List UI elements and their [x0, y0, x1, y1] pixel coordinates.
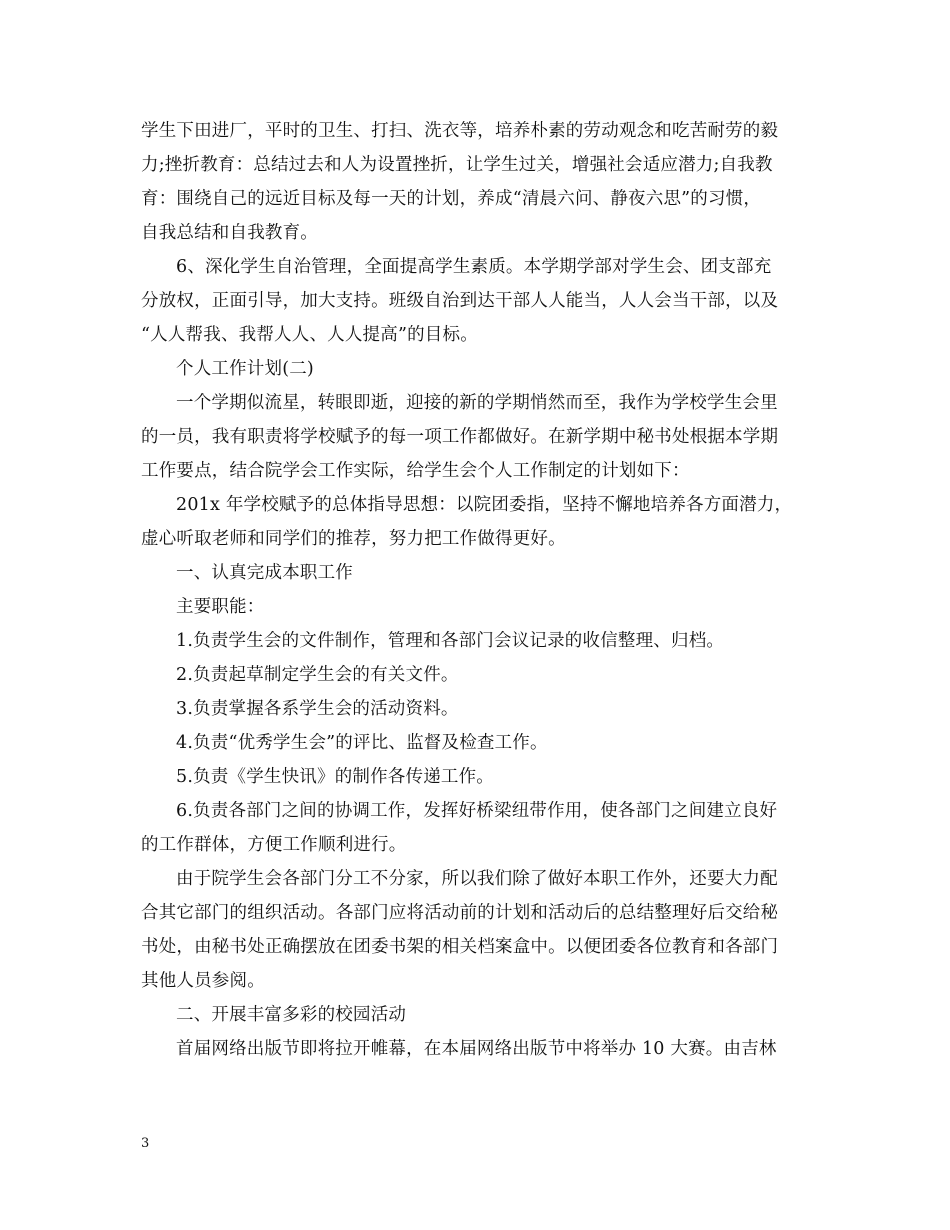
body-text-line: 首届网络出版节即将拉开帷幕，在本届网络出版节中将举办 10 大赛。由吉林 — [176, 1039, 777, 1059]
body-text-line: 力;挫折教育：总结过去和人为设置挫折，让学生过关，增强社会适应潜力;自我教 — [141, 155, 773, 175]
body-text-line: 6、深化学生自治管理，全面提高学生素质。本学期学部对学生会、团支部充 — [176, 257, 772, 277]
list-item-continuation: 的工作群体，方便工作顺利进行。 — [141, 835, 407, 855]
body-text-line: 育：围绕自己的远近目标及每一天的计划，养成“清晨六问、静夜六思”的习惯， — [141, 189, 762, 209]
list-item: 3.负责掌握各系学生会的活动资料。 — [176, 699, 459, 719]
body-text-line: 学生下田进厂，平时的卫生、打扫、洗衣等，培养朴素的劳动观念和吃苦耐劳的毅 — [141, 121, 779, 141]
subheading: 主要职能： — [176, 597, 265, 617]
body-text-line: 合其它部门的组织活动。各部门应将活动前的计划和活动后的总结整理好后交给秘 — [141, 903, 779, 923]
body-text-line: 由于院学生会各部门分工不分家，所以我们除了做好本职工作外，还要大力配 — [176, 869, 778, 889]
body-text-line: 工作要点，结合院学会工作实际，给学生会个人工作制定的计划如下： — [141, 461, 690, 481]
body-text-line: 的一员，我有职责将学校赋予的每一项工作都做好。在新学期中秘书处根据本学期 — [141, 427, 779, 447]
list-item: 1.负责学生会的文件制作，管理和各部门会议记录的收信整理、归档。 — [176, 631, 725, 651]
body-text-line: 自我总结和自我教育。 — [141, 223, 318, 243]
body-text-line: 书处，由秘书处正确摆放在团委书架的相关档案盒中。以便团委各位教育和各部门 — [141, 937, 779, 957]
list-item: 2.负责起草制定学生会的有关文件。 — [176, 665, 459, 685]
body-text-line: 201x 年学校赋予的总体指导思想：以院团委指，坚持不懈地培养各方面潜力， — [176, 495, 793, 515]
list-item: 4.负责“优秀学生会”的评比、监督及检查工作。 — [176, 733, 548, 753]
body-text-line: 虚心听取老师和同学们的推荐，努力把工作做得更好。 — [141, 529, 566, 549]
page-number: 3 — [141, 1136, 150, 1151]
body-text-line: “人人帮我、我帮人人、人人提高”的目标。 — [141, 325, 478, 345]
section-heading: 二、开展丰富多彩的校园活动 — [176, 1005, 407, 1025]
list-item: 5.负责《学生快讯》的制作各传递工作。 — [176, 767, 494, 787]
body-text-line: 一个学期似流星，转眼即逝，迎接的新的学期悄然而至，我作为学校学生会里 — [176, 393, 778, 413]
body-text-line: 其他人员参阅。 — [141, 971, 265, 991]
section-heading: 个人工作计划(二) — [176, 359, 314, 379]
body-text-line: 分放权，正面引导，加大支持。班级自治到达干部人人能当，人人会当干部，以及 — [141, 291, 779, 311]
section-heading: 一、认真完成本职工作 — [176, 563, 353, 583]
list-item: 6.负责各部门之间的协调工作，发挥好桥梁纽带作用，使各部门之间建立良好 — [176, 801, 778, 821]
